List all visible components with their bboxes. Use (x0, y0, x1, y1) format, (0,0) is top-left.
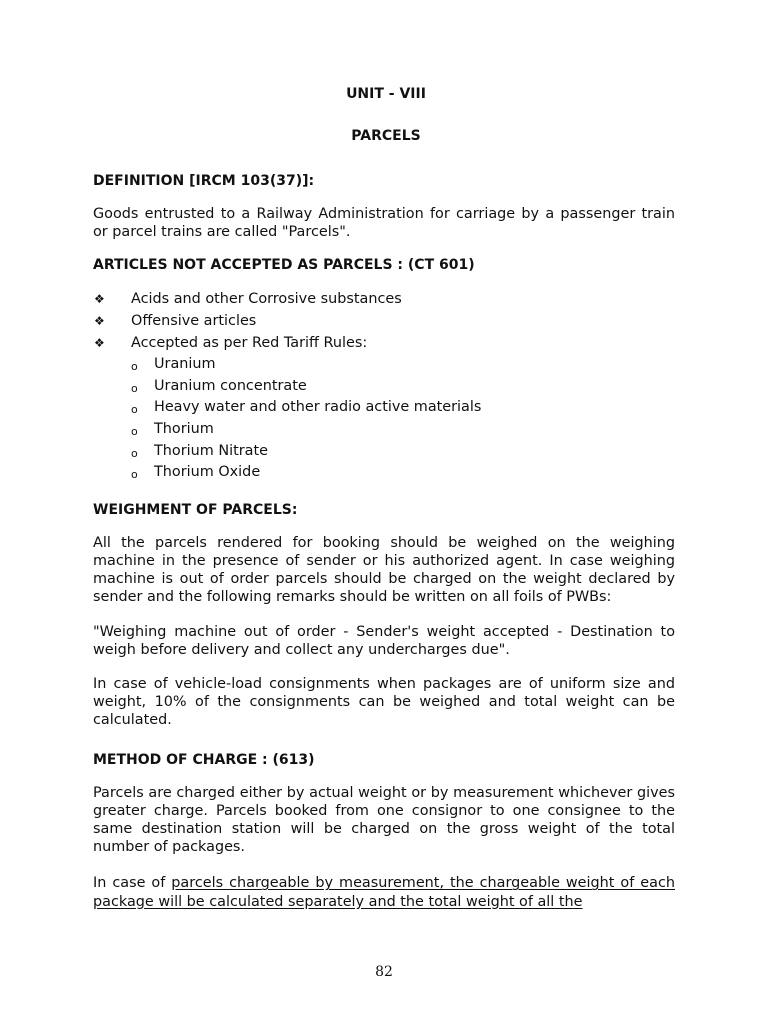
weighment-remark-quote: "Weighing machine out of order - Sender's weight accepted - Destination to weigh before delivery and collect any undercharges due". (93, 623, 675, 658)
page-title: PARCELS (351, 128, 421, 144)
list-item (93, 333, 675, 484)
page-number: 82 (375, 964, 393, 980)
sub-list-item-text: Heavy water and other radio active materials (154, 399, 482, 416)
method-paragraph-2 (93, 874, 675, 910)
sub-list-item (131, 376, 675, 398)
circle-bullet-icon: o (131, 424, 138, 438)
sub-list-item-text: Thorium (154, 420, 214, 437)
sub-list-item (131, 462, 675, 484)
sub-list-item (131, 441, 675, 463)
circle-bullet-icon: o (131, 403, 138, 417)
unit-heading: UNIT - VIII (346, 86, 426, 102)
sub-list-item-text: Uranium (154, 356, 216, 373)
red-tariff-sublist (131, 354, 675, 484)
sub-list-item-text: Thorium Nitrate (154, 442, 268, 459)
list-item-text: Accepted as per Red Tariff Rules: (131, 334, 368, 351)
list-item-text: Acids and other Corrosive substances (131, 291, 402, 308)
definition-text: Goods entrusted to a Railway Administration for carriage by a passenger train or parcel trains are called "Parcels". (93, 206, 675, 241)
list-item (93, 311, 675, 333)
document-page (93, 86, 675, 911)
circle-bullet-icon: o (131, 360, 138, 374)
diamond-bullet-icon: ❖ (94, 314, 105, 328)
circle-bullet-icon: o (131, 446, 138, 460)
sub-list-item-text: Thorium Oxide (154, 464, 261, 481)
weighment-heading: WEIGHMENT OF PARCELS: (93, 501, 298, 518)
sub-list-item (131, 354, 675, 376)
list-item (93, 289, 675, 311)
sub-list-item (131, 419, 675, 441)
list-item-text: Offensive articles (131, 313, 257, 329)
method-paragraph-1: Parcels are charged either by actual weight or by measurement whichever gives greater charge. Parcels booked from one consignor to one consignee to the same destination station will be charged on the gross weight of the total number of packages. (93, 784, 675, 856)
definition-heading: DEFINITION [IRCM 103(37)]: (93, 173, 315, 189)
diamond-bullet-icon: ❖ (94, 292, 105, 307)
circle-bullet-icon: o (131, 468, 138, 482)
circle-bullet-icon: o (131, 381, 138, 395)
articles-heading: ARTICLES NOT ACCEPTED AS PARCELS : (CT 601) (93, 257, 475, 274)
weighment-paragraph-3: In case of vehicle-load consignments when packages are of uniform size and weight, 10% of the consignments can be weighed and total weight can be calculated. (93, 675, 675, 729)
sub-list-item-text: Uranium concentrate (154, 377, 307, 394)
articles-list (93, 289, 675, 483)
method-heading: METHOD OF CHARGE : (613) (93, 751, 315, 768)
method-paragraph-2-underlined: parcels chargeable by measurement, the chargeable weight of each package will be calculated separately and the total weight of all the (93, 875, 675, 910)
diamond-bullet-icon: ❖ (94, 335, 105, 350)
weighment-paragraph-1: All the parcels rendered for booking should be weighed on the weighing machine in the presence of sender or his authorized agent. In case weighing machine is out of order parcels should be charged on the weight declared by sender and the following remarks should be written on all foils of PWBs: (93, 534, 675, 606)
method-paragraph-2-lead: In case of (93, 875, 172, 892)
sub-list-item (131, 397, 675, 419)
